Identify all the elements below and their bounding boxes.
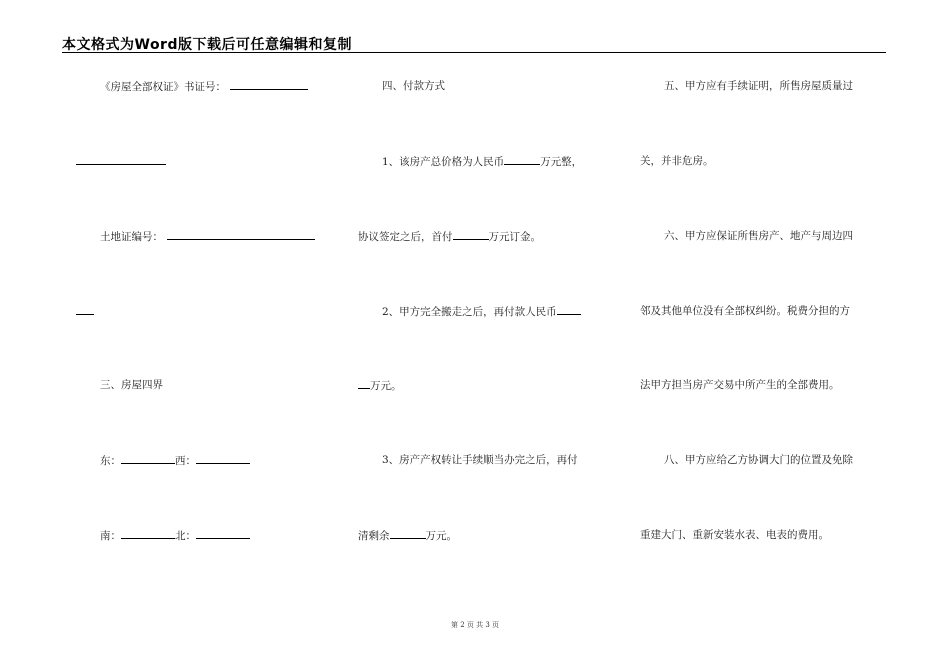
right-line-3 — [664, 229, 853, 243]
right-line-5 — [640, 378, 840, 392]
land-cert-label: 土地证编号： — [100, 231, 163, 243]
second-payment-unit: 万元。 — [370, 380, 402, 392]
land-cert-blank-continued — [76, 304, 94, 315]
total-price-text: 1、该房产总价格为人民币 — [382, 156, 505, 168]
left-line-6 — [100, 453, 250, 468]
clause-five-continued: 关，并非危房。 — [640, 155, 714, 167]
header-divider — [62, 52, 886, 53]
middle-line-6 — [382, 453, 578, 467]
middle-line-5 — [358, 378, 402, 393]
document-header-title: 本文格式为Word版下载后可任意编辑和复制 — [62, 37, 352, 53]
deed-number-blank — [230, 79, 308, 90]
right-line-6 — [664, 453, 853, 467]
west-blank — [196, 453, 250, 464]
north-label: 北： — [175, 530, 196, 542]
left-line-3 — [100, 229, 315, 244]
left-line-5 — [100, 378, 163, 392]
right-line-7 — [640, 528, 829, 542]
north-blank — [196, 528, 250, 539]
east-blank — [121, 453, 175, 464]
middle-line-3 — [358, 229, 541, 244]
second-payment-text: 2、甲方完全搬走之后，再付款人民币 — [382, 306, 557, 318]
clause-six-continued: 邻及其他单位没有全部权纠纷。税费分担的方 — [640, 305, 850, 317]
left-line-7 — [100, 528, 250, 543]
down-payment-text: 协议签定之后，首付 — [358, 231, 453, 243]
east-label: 东： — [100, 455, 121, 467]
balance-blank — [390, 528, 426, 539]
west-label: 西： — [175, 455, 196, 467]
section-boundaries-heading: 三、房屋四界 — [100, 379, 163, 391]
left-line-1 — [100, 79, 308, 94]
middle-line-2 — [382, 154, 582, 169]
page-number-footer: 第 2 页 共 3 页 — [450, 621, 500, 629]
second-payment-blank — [557, 304, 581, 315]
right-line-4 — [640, 304, 850, 318]
down-payment-unit: 万元订金。 — [488, 231, 541, 243]
middle-line-7 — [358, 528, 457, 543]
balance-text: 清剩余 — [358, 530, 390, 542]
middle-line-4 — [382, 304, 581, 319]
total-price-unit: 万元整， — [540, 156, 583, 168]
land-cert-blank — [167, 229, 315, 240]
south-blank — [121, 528, 175, 539]
section-payment-heading: 四、付款方式 — [382, 80, 445, 92]
balance-unit: 万元。 — [425, 530, 457, 542]
tax-clause-text: 法甲方担当房产交易中所产生的全部费用。 — [640, 379, 840, 391]
clause-eight-text: 八、甲方应给乙方协调大门的位置及免除 — [664, 454, 853, 466]
deed-number-label: 《房屋全部权证》书证号： — [100, 81, 226, 93]
south-label: 南： — [100, 530, 121, 542]
second-payment-blank-continued — [358, 378, 370, 389]
right-line-1 — [664, 79, 853, 93]
down-payment-blank — [453, 229, 489, 240]
middle-line-1 — [382, 79, 445, 93]
final-payment-text: 3、房产产权转让手续顺当办完之后，再付 — [382, 454, 578, 466]
total-price-blank — [504, 154, 540, 165]
right-line-2 — [640, 154, 714, 168]
left-line-2 — [76, 154, 166, 169]
left-line-4 — [76, 304, 94, 319]
clause-six-text: 六、甲方应保证所售房产、地产与周边四 — [664, 230, 853, 242]
clause-eight-continued: 重建大门、重新安装水表、电表的费用。 — [640, 529, 829, 541]
clause-five-text: 五、甲方应有手续证明，所售房屋质量过 — [664, 80, 853, 92]
deed-number-blank-continued — [76, 154, 166, 165]
